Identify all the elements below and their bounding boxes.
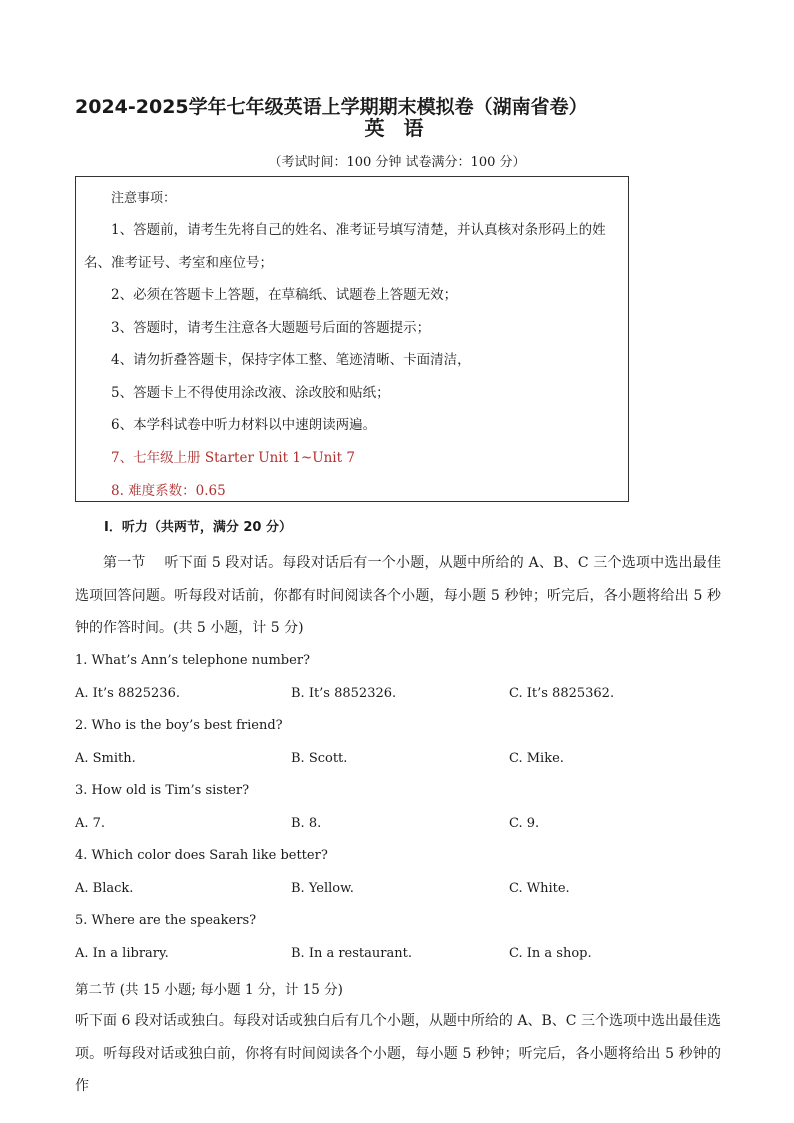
question-1: 1. What’s Ann’s telephone number? bbox=[75, 653, 311, 668]
q2-option-b: B. Scott. bbox=[291, 751, 348, 766]
q1-option-b: B. It’s 8852326. bbox=[291, 686, 397, 701]
part2-intro: 听下面 6 段对话或独白。每段对话或独白后有几个小题，从题中所给的 A、B、C 三个选项中选出最佳选项。听每段对话或独白前，你将有时间阅读各个小题，每小题 5 秒钟；听完后，各小题将给出 5 秒钟的作 bbox=[75, 1013, 721, 1094]
notice-heading: 注意事项： bbox=[111, 191, 177, 206]
subject-title: 英 语 bbox=[364, 116, 430, 140]
q2-option-a: A. Smith. bbox=[75, 751, 136, 766]
notice-item-6: 6、本学科试卷中听力材料以中速朗读两遍。 bbox=[111, 417, 377, 433]
q3-option-b: B. 8. bbox=[291, 816, 322, 831]
part2-heading: 第二节 (共 15 小题; 每小题 1 分，计 15 分) bbox=[75, 982, 343, 998]
notice-box bbox=[75, 176, 629, 502]
q5-option-b: B. In a restaurant. bbox=[291, 946, 412, 961]
question-5: 5. Where are the speakers? bbox=[75, 913, 257, 928]
q4-option-b: B. Yellow. bbox=[291, 881, 354, 896]
page-title: 2024-2025学年七年级英语上学期期末模拟卷（湖南省卷） bbox=[75, 96, 588, 118]
notice-item-8: 8. 难度系数：0.65 bbox=[111, 483, 226, 499]
notice-item-4: 4、请勿折叠答题卡，保持字体工整、笔迹清晰、卡面清洁， bbox=[111, 352, 471, 368]
notice-item-1-cont: 名、准考证号、考室和座位号； bbox=[84, 255, 273, 271]
q5-option-c: C. In a shop. bbox=[509, 946, 592, 961]
q3-option-c: C. 9. bbox=[509, 816, 540, 831]
q1-option-a: A. It’s 8825236. bbox=[75, 686, 180, 701]
question-2: 2. Who is the boy’s best friend? bbox=[75, 718, 283, 733]
q3-option-a: A. 7. bbox=[75, 816, 106, 831]
part1-intro: 第一节 听下面 5 段对话。每段对话后有一个小题，从题中所给的 A、B、C 三个选项中选出最佳选项回答问题。听每段对话前，你都有时间阅读各个小题，每小题 5 秒钟；听完后，各小题将给出 5 秒钟的作答时间。(共 5 小题，计 5 分) bbox=[75, 555, 721, 636]
section-heading-listening: I．听力（共两节，满分 20 分） bbox=[104, 520, 292, 535]
q5-option-a: A. In a library. bbox=[75, 946, 169, 961]
notice-item-2: 2、必须在答题卡上答题，在草稿纸、试题卷上答题无效； bbox=[111, 287, 458, 303]
notice-item-7: 7、七年级上册 Starter Unit 1~Unit 7 bbox=[111, 450, 355, 466]
question-3: 3. How old is Tim’s sister? bbox=[75, 783, 250, 798]
notice-item-5: 5、答题卡上不得使用涂改液、涂改胶和贴纸； bbox=[111, 385, 390, 401]
notice-item-3: 3、答题时，请考生注意各大题题号后面的答题提示； bbox=[111, 320, 431, 336]
notice-item-1: 1、答题前，请考生先将自己的姓名、准考证号填写清楚，并认真核对条形码上的姓 bbox=[111, 222, 606, 238]
question-4: 4. Which color does Sarah like better? bbox=[75, 848, 328, 863]
exam-info: （考试时间：100 分钟 试卷满分：100 分） bbox=[268, 155, 526, 170]
q4-option-c: C. White. bbox=[509, 881, 570, 896]
q2-option-c: C. Mike. bbox=[509, 751, 564, 766]
q1-option-c: C. It’s 8825362. bbox=[509, 686, 615, 701]
q4-option-a: A. Black. bbox=[75, 881, 134, 896]
